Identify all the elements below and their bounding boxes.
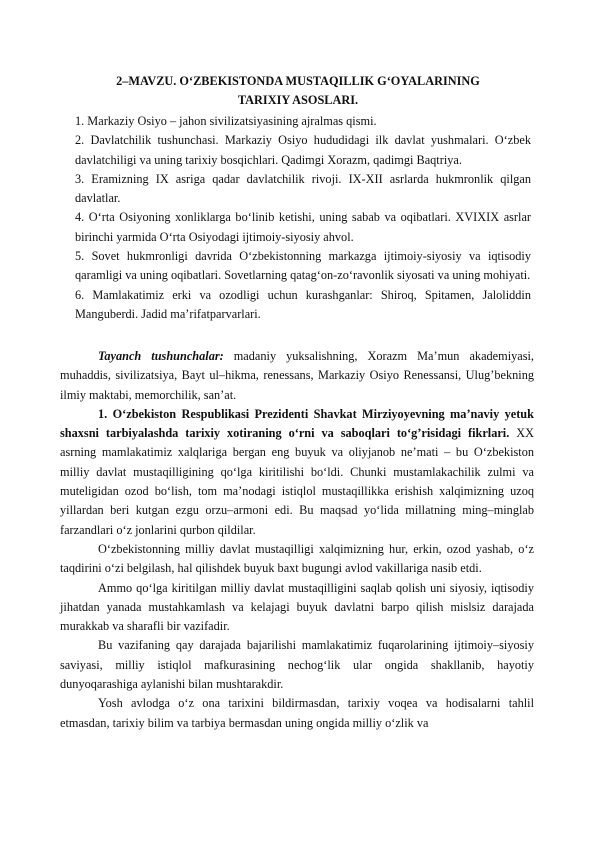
section-1-heading: 1. O‘zbekiston Respublikasi Prezidenti Shavkat Mirziyoyevning ma’naviy yetuk shaxsni tarbiyalashda tarixiy xotiraning o‘rni va saboqlari to‘g’risidagi fikrlari. bbox=[60, 406, 534, 441]
body-paragraph-2: Ammo qo‘lga kiritilgan milliy davlat mustaqilligini saqlab qolish uni siyosiy, iqtisodiy jihatdan yanada mustahkamlash va kelajagi buyuk davlatni barpo qilish mislsiz darajada murakkab va sharafli bir vazifadir. bbox=[60, 580, 534, 634]
plan-item-4: 4. O‘rta Osiyoning xonliklarga bo‘linib ketishi, uning sabab va oqibatlari. XVIXIX asrlar birinchi yarmida O‘rta Osiyodagi ijtimoiy-siyosiy ahvol. bbox=[75, 210, 531, 244]
body-paragraph-1: O‘zbekistonning milliy davlat mustaqilligi xalqimizning hur, erkin, ozod yashab, o‘z taqdirini o‘zi belgilash, hal qilishdek buyuk baxt bugungi avlod vakillariga nasib etdi. bbox=[60, 541, 534, 576]
topic-plan-list bbox=[75, 112, 531, 324]
page-title bbox=[60, 72, 536, 110]
keywords-text: madaniy yuksalishning, Xorazm Ma’mun akademiyasi, muhaddis, sivilizatsiya, Bayt ul–hikma, renessans, Markaziy Osiyo Renessansi, Ulug’bekning ilmiy maktabi, memorchilik, san’at. bbox=[60, 349, 535, 402]
keywords-paragraph bbox=[60, 347, 534, 405]
keywords-label: Tayanch tushunchalar: bbox=[98, 349, 224, 363]
section-1-paragraph bbox=[60, 405, 534, 540]
body-paragraph-3: Bu vazifaning qay darajada bajarilishi mamlakatimiz fuqarolarining ijtimoiy–siyosiy saviyasi, milliy istiqlol mafkurasining nechog‘lik ular ongida shakllanib, hayotiy dunyoqarashiga aylanishi bilan mushtarakdir. bbox=[60, 638, 534, 692]
title-line-2: TARIXIY ASOSLARI. bbox=[237, 93, 359, 107]
plan-item-5: 5. Sovet hukmronligi davrida O‘zbekistonning markazga ijtimoiy-siyosiy va iqtisodiy qaramligi va uning oqibatlari. Sovetlarning qatag‘on-zo‘ravonlik siyosati va uning mohiyati. bbox=[75, 249, 531, 283]
plan-item-1: 1. Markaziy Osiyo – jahon sivilizatsiyasining ajralmas qismi. bbox=[75, 114, 377, 128]
body-paragraph-4: Yosh avlodga o‘z ona tarixini bildirmasdan, tarixiy voqea va hodisalarni tahlil etmasdan, tarixiy bilim va tarbiya bermasdan uning ongida milliy o‘zlik va bbox=[60, 696, 534, 730]
title-line-1: 2–MAVZU. O‘ZBEKISTONDA MUSTAQILLIK G‘OYALARINING bbox=[116, 74, 480, 88]
plan-item-3: 3. Eramizning IX asriga qadar davlatchilik rivoji. IX-XII asrlarda hukmronlik qilgan davlatlar. bbox=[75, 171, 531, 206]
plan-item-2: 2. Davlatchilik tushunchasi. Markaziy Osiyo hududidagi ilk davlat yushmalari. O‘zbek davlatchiligi va uning tarixiy bosqichlari. Qadimgi Xorazm, qadimgi Baqtriya. bbox=[75, 133, 531, 167]
plan-item-6: 6. Mamlakatimiz erki va ozodligi uchun kurashganlar: Shiroq, Spitamen, Jaloliddin Manguberdi. Jadid ma’rifatparvarlari. bbox=[75, 287, 531, 321]
section-1-text: XX asrning mamlakatimiz xalqlariga bergan eng buyuk va oliyjanob ne’mati – bu O‘zbekiston milliy davlat mustaqilligining qo‘lga kiritilishi bo‘ldi. Chunki mustamlakachilik zulmi va muteligidan ozod bo‘lish, tom ma’nodagi istiqlol mustaqillikka erishish xalqimizning uzoq yillardan beri kutgan ezgu orzu–armoni edi. Bu maqsad yo‘lida millatning ming–minglab farzandlari o‘z jonlarini qurbon qildilar. bbox=[60, 426, 534, 537]
document-body bbox=[60, 347, 534, 733]
